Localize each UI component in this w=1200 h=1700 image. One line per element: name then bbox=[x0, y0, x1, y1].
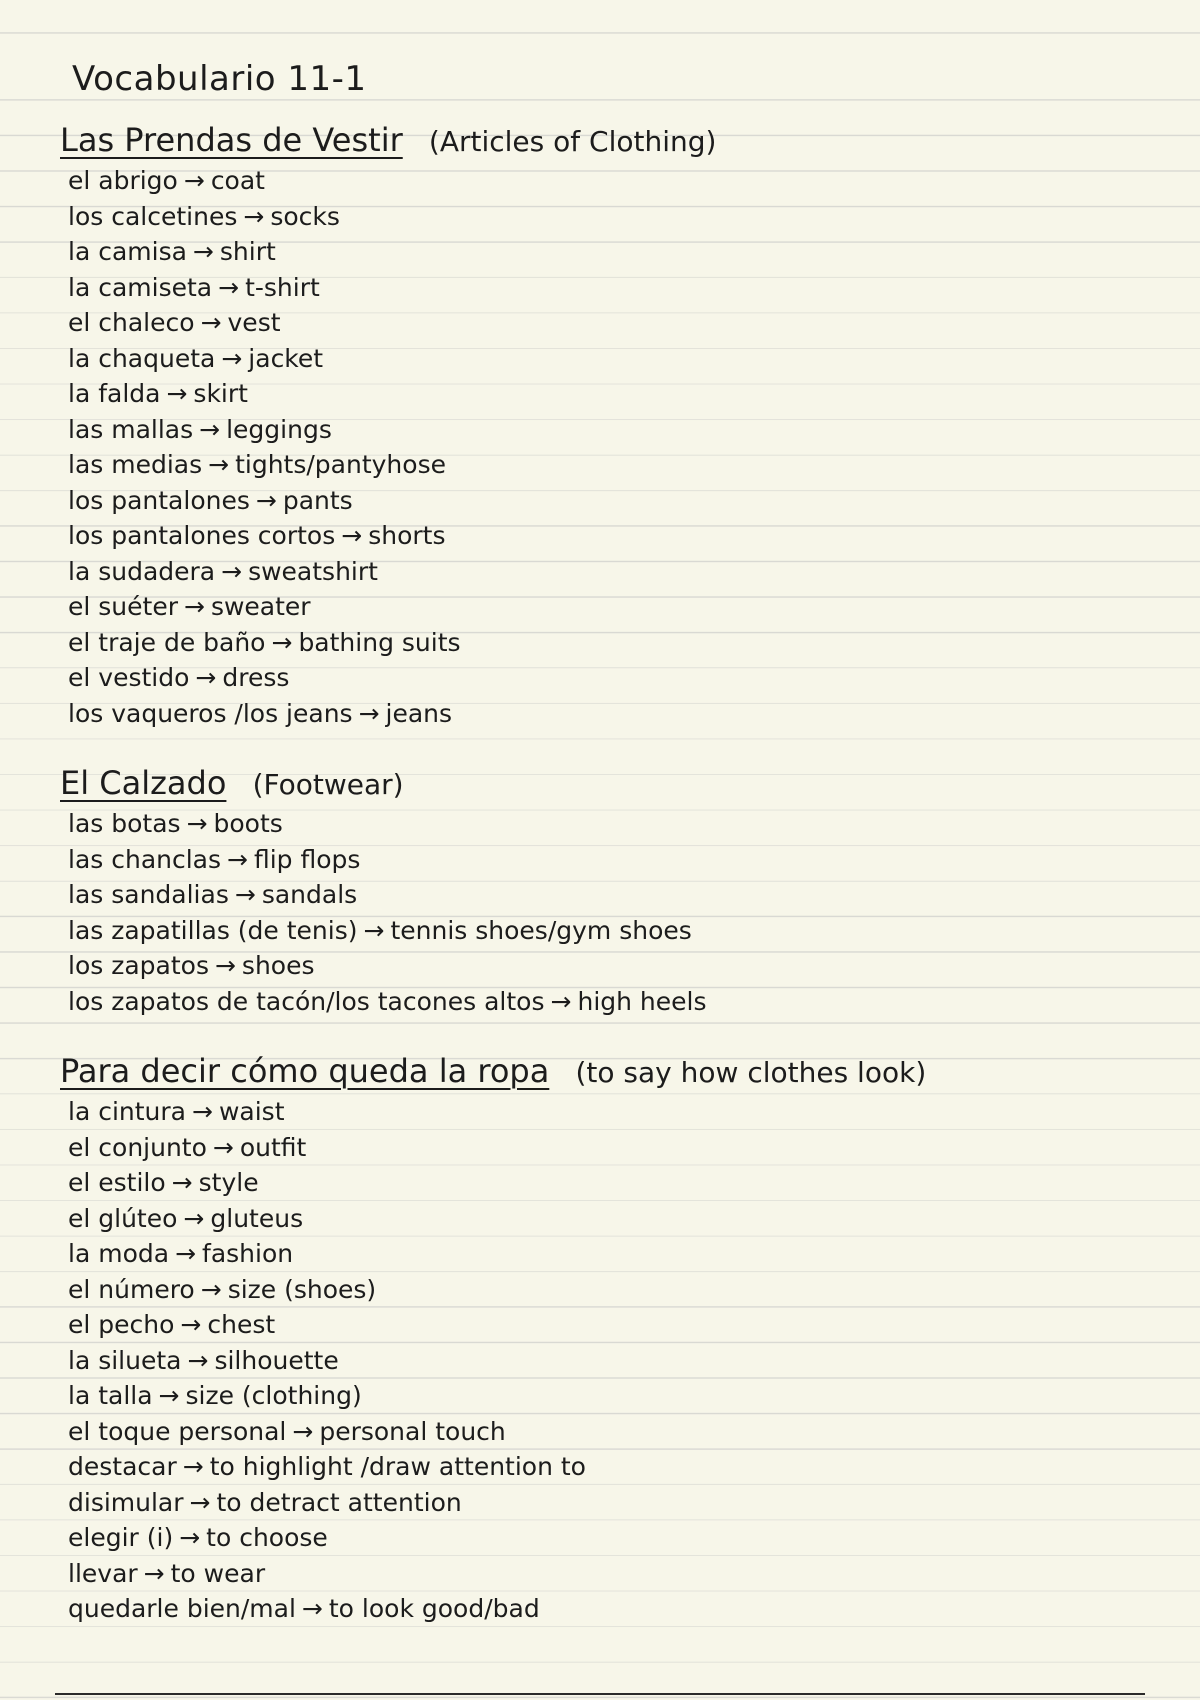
spanish-term: elegir (i) bbox=[68, 1523, 174, 1552]
vocab-entry bbox=[60, 625, 1140, 661]
vocab-entry bbox=[60, 412, 1140, 448]
vocab-entry bbox=[60, 305, 1140, 341]
spanish-term: el chaleco bbox=[68, 308, 195, 337]
english-translation: to wear bbox=[170, 1558, 266, 1588]
arrow-icon: → bbox=[227, 844, 248, 874]
vocab-entry bbox=[60, 554, 1140, 590]
english-translation: dress bbox=[222, 663, 290, 692]
arrow-icon: → bbox=[221, 343, 243, 373]
spanish-term: la talla bbox=[68, 1381, 153, 1410]
vocab-section bbox=[60, 761, 1140, 1019]
arrow-icon: → bbox=[208, 450, 230, 479]
spanish-term: las zapatillas (de tenis) bbox=[68, 915, 358, 945]
vocab-entry bbox=[60, 234, 1140, 270]
english-translation: skirt bbox=[193, 379, 248, 408]
arrow-icon: → bbox=[195, 663, 217, 692]
spanish-term: las sandalias bbox=[68, 880, 229, 909]
arrow-icon: → bbox=[243, 201, 265, 231]
vocab-entry bbox=[60, 1343, 1140, 1379]
spanish-term: las mallas bbox=[68, 414, 194, 444]
english-translation: sweatshirt bbox=[248, 556, 378, 586]
arrow-icon: → bbox=[186, 809, 208, 838]
vocab-entry bbox=[60, 806, 1140, 842]
spanish-term: los zapatos bbox=[68, 951, 209, 980]
english-translation: silhouette bbox=[214, 1345, 339, 1375]
vocab-entry bbox=[60, 1236, 1140, 1272]
section-heading-title: Para decir cómo queda la ropa bbox=[60, 1052, 550, 1090]
english-translation: personal touch bbox=[319, 1416, 506, 1446]
vocab-entry bbox=[60, 1130, 1140, 1166]
arrow-icon: → bbox=[183, 1203, 205, 1233]
spanish-term: el estilo bbox=[68, 1168, 166, 1197]
spanish-term: llevar bbox=[68, 1558, 138, 1588]
english-translation: jacket bbox=[248, 343, 324, 373]
vocab-entry bbox=[60, 199, 1140, 235]
spanish-term: disimular bbox=[68, 1487, 184, 1517]
section-heading bbox=[60, 761, 1140, 806]
arrow-icon: → bbox=[199, 414, 221, 444]
vocab-entry bbox=[60, 913, 1140, 949]
vocabulary-sections bbox=[60, 118, 1140, 1627]
arrow-icon: → bbox=[180, 1310, 202, 1339]
english-translation: fashion bbox=[202, 1239, 294, 1268]
section-heading-translation: (Articles of Clothing) bbox=[428, 125, 717, 158]
vocab-entry bbox=[60, 842, 1140, 878]
arrow-icon: → bbox=[158, 1381, 180, 1410]
vocab-entry bbox=[60, 1591, 1140, 1627]
spanish-term: destacar bbox=[68, 1452, 177, 1481]
vocab-entry bbox=[60, 1201, 1140, 1237]
english-translation: to highlight /draw attention to bbox=[209, 1452, 586, 1481]
spanish-term: la camisa bbox=[68, 237, 187, 266]
spanish-term: los zapatos de tacón/los tacones altos bbox=[68, 986, 545, 1016]
spanish-term: la silueta bbox=[68, 1345, 182, 1375]
vocab-list bbox=[60, 806, 1140, 1019]
vocab-entry bbox=[60, 589, 1140, 625]
english-translation: chest bbox=[207, 1310, 276, 1339]
vocab-entry bbox=[60, 984, 1140, 1020]
english-translation: shirt bbox=[219, 237, 276, 266]
vocab-entry bbox=[60, 660, 1140, 696]
section-heading bbox=[60, 1049, 1140, 1094]
spanish-term: el glúteo bbox=[68, 1203, 178, 1233]
spanish-term: el vestido bbox=[68, 663, 190, 692]
arrow-icon: → bbox=[271, 627, 293, 657]
arrow-icon: → bbox=[171, 1168, 193, 1197]
english-translation: to look good/bad bbox=[328, 1594, 540, 1623]
arrow-icon: → bbox=[358, 698, 380, 728]
spanish-term: la moda bbox=[68, 1239, 170, 1268]
english-translation: flip flops bbox=[253, 844, 361, 874]
arrow-icon: → bbox=[255, 485, 277, 515]
arrow-icon: → bbox=[192, 1097, 213, 1126]
vocab-entry bbox=[60, 1414, 1140, 1450]
spanish-term: el toque personal bbox=[68, 1416, 287, 1446]
notes-content bbox=[60, 44, 1140, 1627]
arrow-icon: → bbox=[166, 379, 188, 408]
english-translation: tennis shoes/gym shoes bbox=[390, 915, 692, 945]
spanish-term: el abrigo bbox=[68, 166, 178, 195]
arrow-icon: → bbox=[200, 308, 222, 337]
arrow-icon: → bbox=[234, 880, 256, 909]
arrow-icon: → bbox=[182, 1452, 204, 1481]
vocab-entry bbox=[60, 1485, 1140, 1521]
vocab-entry bbox=[60, 948, 1140, 984]
vocab-entry bbox=[60, 1449, 1140, 1485]
vocab-entry bbox=[60, 483, 1140, 519]
english-translation: shoes bbox=[241, 951, 315, 980]
spanish-term: las chanclas bbox=[68, 844, 222, 874]
spanish-term: el conjunto bbox=[68, 1132, 207, 1162]
vocab-section bbox=[60, 1049, 1140, 1627]
english-translation: outfit bbox=[239, 1132, 307, 1162]
english-translation: coat bbox=[210, 166, 265, 195]
vocab-entry bbox=[60, 1165, 1140, 1201]
arrow-icon: → bbox=[189, 1487, 211, 1517]
spanish-term: el traje de baño bbox=[68, 627, 266, 657]
vocab-entry bbox=[60, 1556, 1140, 1592]
vocab-entry bbox=[60, 341, 1140, 377]
spanish-term: el suéter bbox=[68, 592, 178, 621]
arrow-icon: → bbox=[143, 1558, 165, 1588]
vocab-entry bbox=[60, 877, 1140, 913]
english-translation: jeans bbox=[385, 698, 453, 728]
english-translation: size (clothing) bbox=[185, 1381, 362, 1410]
english-translation: socks bbox=[270, 201, 340, 231]
arrow-icon: → bbox=[214, 951, 236, 980]
english-translation: shorts bbox=[368, 521, 446, 550]
vocab-entry bbox=[60, 163, 1140, 199]
english-translation: sandals bbox=[261, 880, 358, 909]
vocab-section bbox=[60, 118, 1140, 731]
spanish-term: las botas bbox=[68, 809, 181, 838]
page-title: Vocabulario 11-1 bbox=[72, 59, 367, 99]
bottom-rule bbox=[55, 1693, 1145, 1695]
vocab-entry bbox=[60, 270, 1140, 306]
english-translation: pants bbox=[282, 485, 353, 515]
vocab-list bbox=[60, 163, 1140, 731]
section-heading-translation: (Footwear) bbox=[252, 768, 404, 801]
arrow-icon: → bbox=[218, 272, 240, 302]
arrow-icon: → bbox=[212, 1132, 234, 1162]
section-heading-title: Las Prendas de Vestir bbox=[60, 121, 403, 159]
vocab-entry bbox=[60, 518, 1140, 554]
vocab-entry bbox=[60, 1520, 1140, 1556]
spanish-term: la sudadera bbox=[68, 556, 216, 586]
vocab-entry bbox=[60, 1378, 1140, 1414]
spanish-term: las medias bbox=[68, 450, 203, 479]
english-translation: t-shirt bbox=[245, 272, 320, 302]
arrow-icon: → bbox=[187, 1345, 209, 1375]
section-heading-title: El Calzado bbox=[60, 764, 227, 802]
english-translation: waist bbox=[218, 1097, 285, 1126]
vocab-entry bbox=[60, 1272, 1140, 1308]
arrow-icon: → bbox=[192, 237, 214, 266]
spanish-term: quedarle bien/mal bbox=[68, 1594, 296, 1623]
english-translation: to detract attention bbox=[216, 1487, 462, 1517]
arrow-icon: → bbox=[221, 556, 243, 586]
arrow-icon: → bbox=[550, 986, 572, 1016]
vocab-entry bbox=[60, 1094, 1140, 1130]
vocab-list bbox=[60, 1094, 1140, 1627]
spanish-term: la chaqueta bbox=[68, 343, 216, 373]
arrow-icon: → bbox=[175, 1239, 197, 1268]
english-translation: boots bbox=[213, 809, 283, 838]
english-translation: bathing suits bbox=[298, 627, 461, 657]
spanish-term: los calcetines bbox=[68, 201, 238, 231]
vocab-entry bbox=[60, 696, 1140, 732]
english-translation: sweater bbox=[210, 592, 311, 621]
arrow-icon: → bbox=[301, 1594, 323, 1623]
english-translation: gluteus bbox=[210, 1203, 304, 1233]
english-translation: size (shoes) bbox=[227, 1274, 377, 1304]
spanish-term: la camiseta bbox=[68, 272, 213, 302]
spanish-term: los vaqueros /los jeans bbox=[68, 698, 353, 728]
vocab-entry bbox=[60, 447, 1140, 483]
english-translation: leggings bbox=[226, 414, 332, 444]
arrow-icon: → bbox=[184, 592, 205, 621]
arrow-icon: → bbox=[200, 1274, 222, 1304]
english-translation: style bbox=[198, 1168, 259, 1197]
english-translation: to choose bbox=[206, 1523, 328, 1552]
arrow-icon: → bbox=[179, 1523, 201, 1552]
arrow-icon: → bbox=[183, 166, 205, 195]
arrow-icon: → bbox=[292, 1416, 314, 1446]
english-translation: vest bbox=[227, 308, 281, 337]
spanish-term: los pantalones bbox=[68, 485, 250, 515]
spanish-term: el pecho bbox=[68, 1310, 175, 1339]
vocab-entry bbox=[60, 376, 1140, 412]
spanish-term: los pantalones cortos bbox=[68, 521, 336, 550]
english-translation: high heels bbox=[577, 986, 707, 1016]
english-translation: tights/pantyhose bbox=[235, 450, 446, 479]
vocab-entry bbox=[60, 1307, 1140, 1343]
spanish-term: el número bbox=[68, 1274, 195, 1304]
arrow-icon: → bbox=[363, 915, 385, 945]
section-heading-translation: (to say how clothes look) bbox=[575, 1056, 927, 1089]
spanish-term: la cintura bbox=[68, 1097, 186, 1126]
spanish-term: la falda bbox=[68, 379, 161, 408]
section-heading bbox=[60, 118, 1140, 163]
arrow-icon: → bbox=[341, 521, 363, 550]
